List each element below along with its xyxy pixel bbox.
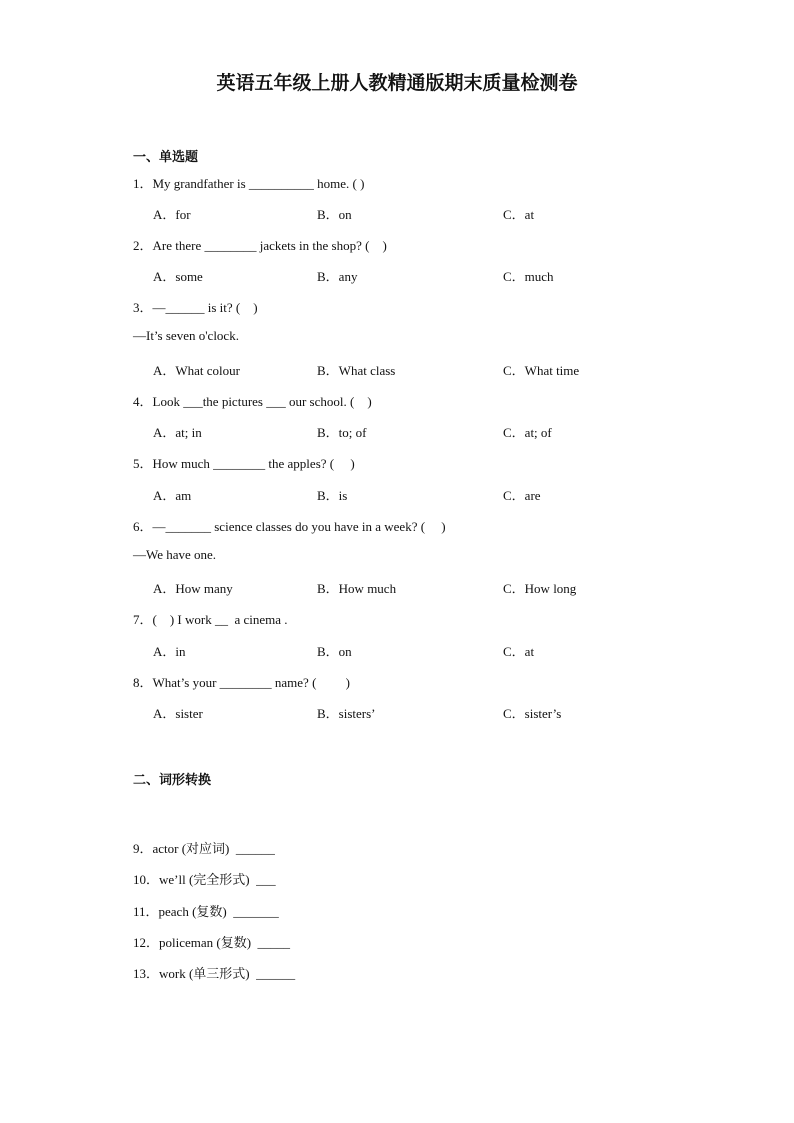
question-4-option-a: A．at; in	[153, 425, 202, 440]
word-item-12: 12．policeman (复数) _____	[133, 935, 291, 950]
question-7-option-a: A．in	[153, 644, 186, 659]
question-1-option-c: C．at	[503, 207, 535, 222]
question-3-stem: 3．—______ is it? ( )	[133, 300, 258, 315]
word-item-11: 11．peach (复数) _______	[133, 904, 279, 919]
question-6-stem: 6．—_______ science classes do you have in a week? ( )	[133, 519, 446, 534]
question-6-option-c: C．How long	[503, 581, 577, 596]
section-heading-single-choice: 一、单选题	[133, 150, 199, 165]
question-1-option-b: B．on	[317, 207, 352, 222]
question-3-option-b: B．What class	[317, 363, 396, 378]
question-5-option-c: C．are	[503, 488, 541, 503]
question-3-answer-line: —It’s seven o'clock.	[133, 328, 239, 343]
question-7-stem: 7．( ) I work __ a cinema .	[133, 612, 288, 627]
question-5-option-b: B．is	[317, 488, 348, 503]
question-2-option-b: B．any	[317, 269, 358, 284]
question-2-stem: 2．Are there ________ jackets in the shop? ( )	[133, 238, 387, 253]
question-8-stem: 8．What’s your ________ name? ( )	[133, 675, 350, 690]
question-5-stem: 5．How much ________ the apples? ( )	[133, 456, 355, 471]
word-item-13: 13．work (单三形式) ______	[133, 966, 296, 981]
question-8-option-b: B．sisters’	[317, 706, 376, 721]
question-4-option-c: C．at; of	[503, 425, 552, 440]
question-2-option-a: A．some	[153, 269, 203, 284]
question-6-option-a: A．How many	[153, 581, 233, 596]
question-1-option-a: A．for	[153, 207, 191, 222]
word-item-10: 10．we’ll (完全形式) ___	[133, 872, 276, 887]
question-4-option-b: B．to; of	[317, 425, 367, 440]
question-7-option-c: C．at	[503, 644, 535, 659]
question-6-answer-line: —We have one.	[133, 547, 217, 562]
page-title: 英语五年级上册人教精通版期末质量检测卷	[216, 72, 578, 94]
question-7-option-b: B．on	[317, 644, 352, 659]
question-2-option-c: C．much	[503, 269, 554, 284]
question-8-option-a: A．sister	[153, 706, 203, 721]
question-3-option-a: A．What colour	[153, 363, 241, 378]
section-heading-word-forms: 二、词形转换	[133, 773, 212, 788]
word-item-9: 9．actor (对应词) ______	[133, 841, 275, 856]
question-8-option-c: C．sister’s	[503, 706, 562, 721]
question-3-option-c: C．What time	[503, 363, 580, 378]
question-6-option-b: B．How much	[317, 581, 397, 596]
question-4-stem: 4．Look ___the pictures ___ our school. ( )	[133, 394, 372, 409]
question-5-option-a: A．am	[153, 488, 192, 503]
question-1-stem: 1．My grandfather is __________ home. ( )	[133, 176, 365, 191]
